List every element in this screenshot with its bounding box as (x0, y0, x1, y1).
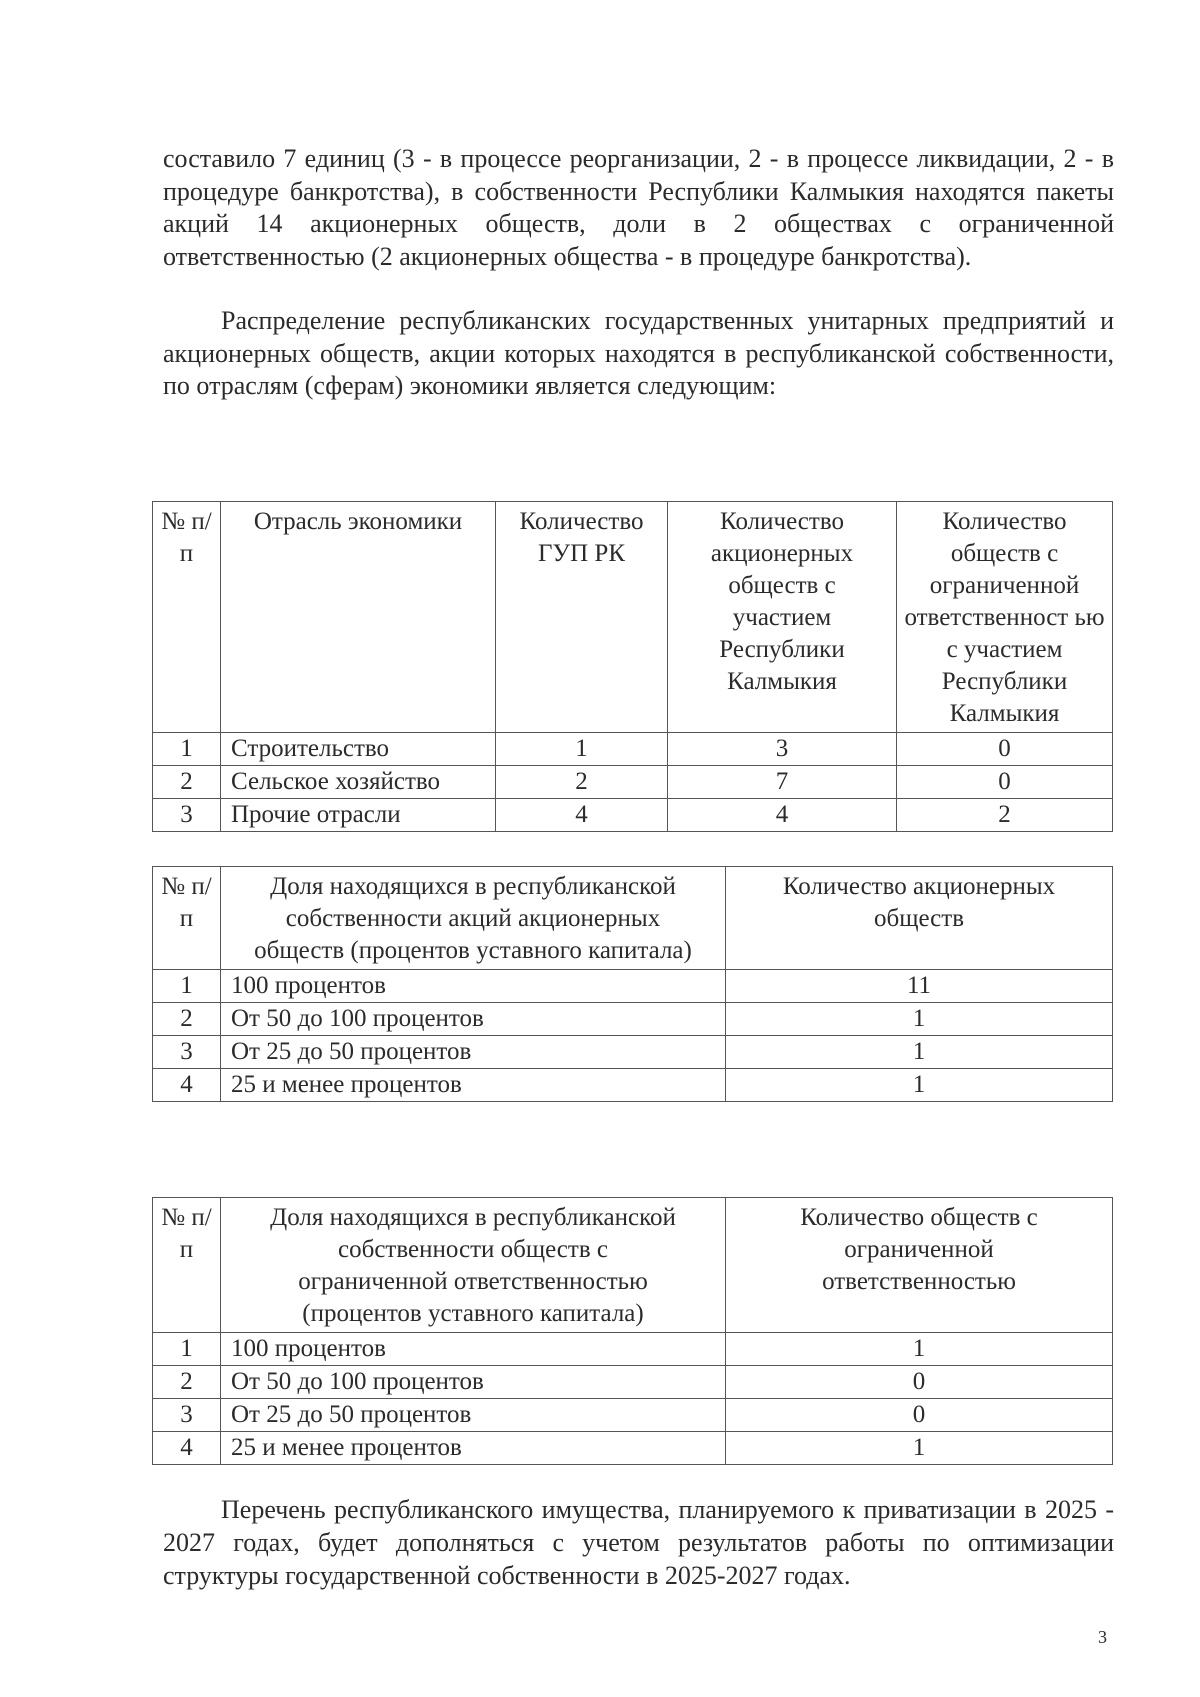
row-number: 4 (153, 1432, 221, 1465)
jsc-count: 7 (668, 766, 897, 799)
sector-name: Сельское хозяйство (221, 766, 496, 799)
table-row (153, 1366, 1113, 1399)
table-row (153, 1003, 1113, 1036)
llc-shares-table (152, 1197, 1113, 1465)
table-row (153, 1399, 1113, 1432)
column-header-sector: Отрасль экономики (221, 502, 496, 733)
table-row (153, 733, 1113, 766)
share-range: От 50 до 100 процентов (221, 1003, 726, 1036)
llc-count: 0 (726, 1399, 1113, 1432)
column-header-llc-count: Количество обществ с ограниченной ответственност ью с участием Республики Калмыкия (897, 502, 1113, 733)
row-number: 1 (153, 1333, 221, 1366)
column-header-number: № п/п (153, 502, 221, 733)
llc-count: 0 (897, 733, 1113, 766)
table-row (153, 766, 1113, 799)
share-range: 100 процентов (221, 1333, 726, 1366)
gup-count: 2 (496, 766, 668, 799)
llc-count: 0 (897, 766, 1113, 799)
sectors-table (152, 501, 1113, 832)
jsc-count: 11 (726, 970, 1113, 1003)
share-range: От 25 до 50 процентов (221, 1399, 726, 1432)
share-range: 25 и менее процентов (221, 1069, 726, 1102)
table-header-row (153, 502, 1113, 733)
jsc-count: 1 (726, 1003, 1113, 1036)
paragraph-intro: составило 7 единиц (3 - в процессе реорганизации, 2 - в процессе ликвидации, 2 - в процедуре банкротства), в собственности Республики Калмыкия находятся пакеты акций 14 акционерных обществ, доли в 2 обществах с ограниченной ответственностью (2 акционерных общества - в процедуре банкротства). (163, 144, 1114, 271)
share-range: 100 процентов (221, 970, 726, 1003)
column-header-gup-count: Количество ГУП РК (496, 502, 668, 733)
column-header-share: Доля находящихся в республиканской собственности акций акционерных обществ (процентов уставного капитала) (221, 867, 726, 970)
share-range: От 50 до 100 процентов (221, 1366, 726, 1399)
table-row (153, 1432, 1113, 1465)
llc-count: 1 (726, 1333, 1113, 1366)
column-header-number: № п/п (153, 1198, 221, 1333)
table-row (153, 799, 1113, 832)
table-header-row (153, 867, 1113, 970)
paragraph-distribution: Распределение республиканских государственных унитарных предприятий и акционерных обществ, акции которых находятся в республиканской собственности, по отраслям (сферам) экономики является следующим: (163, 306, 1114, 400)
row-number: 1 (153, 970, 221, 1003)
jsc-count: 3 (668, 733, 897, 766)
llc-count: 2 (897, 799, 1113, 832)
gup-count: 1 (496, 733, 668, 766)
paragraph-closing: Перечень республиканского имущества, планируемого к приватизации в 2025 - 2027 годах, будет дополняться с учетом результатов работы по оптимизации структуры государственной собственности в 2025-2027 годах. (163, 1495, 1114, 1590)
table-row (153, 1036, 1113, 1069)
column-header-number: № п/п (153, 867, 221, 970)
row-number: 1 (153, 733, 221, 766)
table-row (153, 1333, 1113, 1366)
row-number: 3 (153, 1036, 221, 1069)
sector-name: Строительство (221, 733, 496, 766)
page-number: 3 (1098, 1627, 1107, 1647)
row-number: 4 (153, 1069, 221, 1102)
llc-count: 0 (726, 1366, 1113, 1399)
table-header-row (153, 1198, 1113, 1333)
column-header-jsc-count: Количество акционерных обществ (726, 867, 1113, 970)
jsc-shares-table (152, 866, 1113, 1102)
column-header-jsc-count: Количество акционерных обществ с участием Республики Калмыкия (668, 502, 897, 733)
row-number: 2 (153, 1003, 221, 1036)
row-number: 2 (153, 766, 221, 799)
row-number: 2 (153, 1366, 221, 1399)
row-number: 3 (153, 1399, 221, 1432)
table-row (153, 1069, 1113, 1102)
share-range: От 25 до 50 процентов (221, 1036, 726, 1069)
row-number: 3 (153, 799, 221, 832)
table-row (153, 970, 1113, 1003)
llc-count: 1 (726, 1432, 1113, 1465)
column-header-share: Доля находящихся в республиканской собственности обществ с ограниченной ответственностью (процентов уставного капитала) (221, 1198, 726, 1333)
sector-name: Прочие отрасли (221, 799, 496, 832)
column-header-llc-count: Количество обществ с ограниченной ответственностью (726, 1198, 1113, 1333)
gup-count: 4 (496, 799, 668, 832)
jsc-count: 4 (668, 799, 897, 832)
share-range: 25 и менее процентов (221, 1432, 726, 1465)
jsc-count: 1 (726, 1069, 1113, 1102)
jsc-count: 1 (726, 1036, 1113, 1069)
